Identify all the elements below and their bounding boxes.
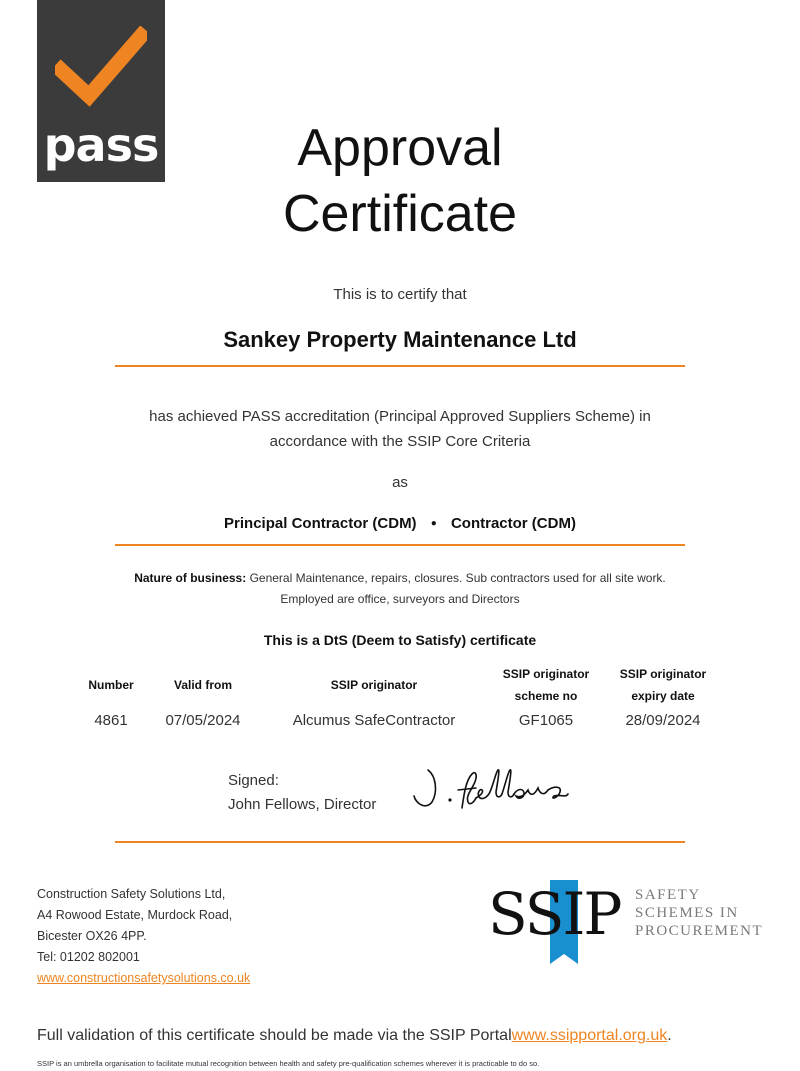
nature-line-1: General Maintenance, repairs, closures. Sub contractors used for all site work. bbox=[249, 571, 666, 585]
role-principal-contractor: Principal Contractor (CDM) bbox=[224, 515, 417, 532]
as-text: as bbox=[392, 474, 408, 491]
header-number: Number bbox=[88, 678, 134, 692]
ssip-tagline-2: SCHEMES IN bbox=[635, 905, 739, 921]
nature-line-2: Employed are office, surveyors and Directors bbox=[280, 592, 520, 606]
ssip-tagline-1: SAFETY bbox=[635, 887, 701, 903]
header-scheme-no-line-2: scheme no bbox=[514, 689, 578, 703]
telephone: Tel: 01202 802001 bbox=[37, 950, 140, 964]
intro-text: This is to certify that bbox=[333, 286, 467, 303]
header-expiry-line-1: SSIP originator bbox=[619, 667, 707, 681]
address-block bbox=[37, 884, 250, 989]
cell-ssip-originator: Alcumus SafeContractor bbox=[292, 712, 456, 729]
address-line-2: A4 Rowood Estate, Murdock Road, bbox=[37, 908, 233, 922]
cell-scheme-no: GF1065 bbox=[518, 712, 574, 729]
header-expiry-date bbox=[603, 663, 723, 707]
role-contractor: Contractor (CDM) bbox=[450, 515, 576, 532]
validation-end: . bbox=[667, 1027, 672, 1044]
signatory-name: John Fellows, Director bbox=[228, 796, 377, 813]
pass-logo bbox=[37, 0, 165, 182]
ssip-tagline bbox=[635, 886, 763, 940]
accreditation-line-1: has achieved PASS accreditation (Principal Approved Suppliers Scheme) in bbox=[149, 408, 651, 425]
divider-1 bbox=[115, 365, 685, 367]
handwritten-signature bbox=[410, 762, 575, 818]
signed-label: Signed: bbox=[228, 772, 279, 789]
bullet-separator: ● bbox=[430, 518, 437, 529]
header-scheme-no-line-1: SSIP originator bbox=[502, 667, 590, 681]
cell-expiry-date: 28/09/2024 bbox=[625, 712, 701, 729]
cell-number: 4861 bbox=[94, 712, 128, 729]
dts-statement: This is a DtS (Deem to Satisfy) certificate bbox=[263, 632, 537, 648]
accreditation-line-2: accordance with the SSIP Core Criteria bbox=[269, 433, 531, 450]
header-valid-from: Valid from bbox=[173, 678, 232, 692]
cell-valid-from: 07/05/2024 bbox=[165, 712, 241, 729]
company-name: Sankey Property Maintenance Ltd bbox=[223, 327, 577, 352]
footnote: SSIP is an umbrella organisation to facilitate mutual recognition between health and safety pre-qualification schemes wherever it is practicable to do so. bbox=[37, 1059, 540, 1068]
ssip-tagline-3: PROCUREMENT bbox=[635, 923, 764, 939]
header-scheme-no bbox=[486, 663, 606, 707]
nature-of-business bbox=[0, 571, 800, 585]
address-line-3: Bicester OX26 4PP. bbox=[37, 929, 147, 943]
website-link[interactable]: www.constructionsafetysolutions.co.uk bbox=[37, 971, 251, 985]
checkmark-icon bbox=[55, 26, 147, 110]
pass-logo-text: pass bbox=[43, 118, 159, 172]
ssip-logo bbox=[488, 880, 778, 970]
ssip-logo-text: SSIP bbox=[488, 880, 621, 948]
divider-2 bbox=[115, 544, 685, 546]
validation-statement bbox=[37, 1027, 672, 1045]
validation-text: Full validation of this certificate should be made via the SSIP Portal bbox=[37, 1027, 512, 1044]
divider-3 bbox=[115, 841, 685, 843]
nature-label: Nature of business: bbox=[134, 571, 247, 585]
header-expiry-line-2: expiry date bbox=[631, 689, 695, 703]
ssip-portal-link[interactable]: www.ssipportal.org.uk bbox=[511, 1027, 668, 1044]
title-line-2: Certificate bbox=[282, 185, 518, 243]
address-line-1: Construction Safety Solutions Ltd, bbox=[37, 887, 226, 901]
roles bbox=[0, 515, 800, 532]
title-line-1: Approval bbox=[297, 119, 503, 177]
header-ssip-originator: SSIP originator bbox=[330, 678, 418, 692]
